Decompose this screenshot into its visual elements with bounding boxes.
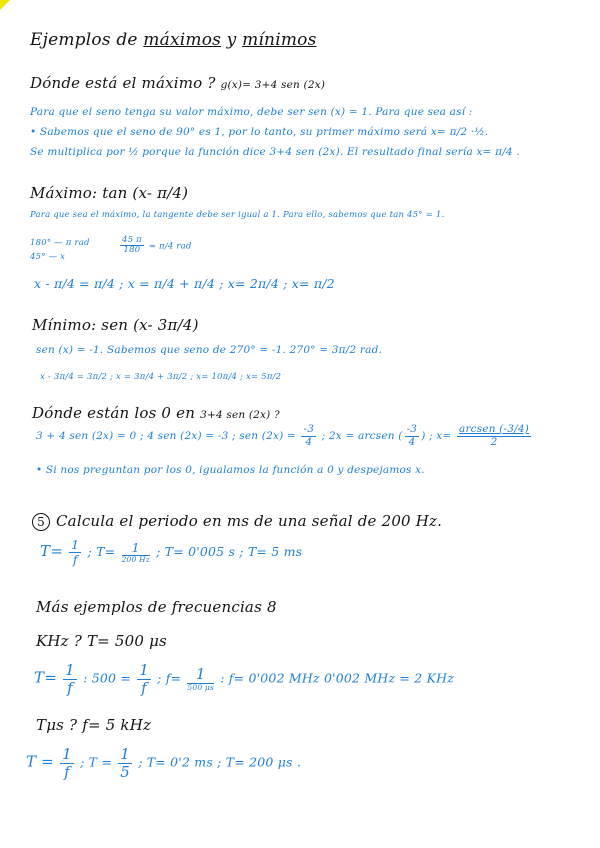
- title-part3: y: [226, 30, 237, 50]
- answer-period: [40, 538, 302, 567]
- question-max-expr: g(x)= 3+4 sen (2x): [220, 79, 326, 91]
- tus-frac1-den: f: [64, 762, 70, 781]
- zeros-frac1-num: -3: [303, 423, 315, 435]
- exercise-number-badge: 5: [32, 513, 50, 531]
- question-period: [32, 512, 442, 531]
- khz-post: : f= 0'002 MHz 0'002 MHz = 2 KHz: [220, 670, 455, 686]
- rule-of-three-top: 180° — π rad: [30, 238, 90, 248]
- more-examples-heading: Más ejemplos de frecuencias 8: [36, 598, 277, 616]
- title-part4: mínimos: [242, 30, 317, 50]
- khz-pre: T=: [34, 668, 57, 687]
- khz-frac3-den: 500 μs: [187, 682, 215, 692]
- zeros-frac1-den: 4: [305, 435, 313, 448]
- frac-num: 45 π: [122, 235, 142, 245]
- page-title: [30, 30, 317, 50]
- answer-min-line1: sen (x) = -1. Sabemos que seno de 270° = -1. 270° = 3π/2 rad.: [36, 344, 383, 356]
- zeros-frac3-num: arcsen (-3/4): [458, 423, 530, 435]
- title-part1: Ejemplos de: [30, 30, 138, 50]
- answer-max-line2: • Sabemos que el seno de 90° es 1, por lo tanto, su primer máximo será x= π/2 ·½.: [30, 126, 489, 138]
- khz-frac2-den: f: [141, 678, 147, 697]
- answer-tus: [26, 746, 301, 780]
- period-pre: T=: [40, 541, 63, 560]
- khz-frac3-num: 1: [187, 666, 214, 684]
- zeros-frac3-den: 2: [490, 435, 498, 448]
- tus-frac2-den: 5: [120, 762, 130, 781]
- rule-of-three-result: [118, 236, 192, 256]
- period-frac1-den: f: [72, 551, 78, 567]
- answer-tan-line3: x - π/4 = π/4 ; x = π/4 + π/4 ; x= 2π/4 ; x= π/2: [34, 276, 335, 291]
- answer-tan-line1: Para que sea el máximo, la tangente debe ser igual a 1. Para ello, sabemos que tan 45° = 1.: [30, 210, 445, 220]
- answer-zeros-line2: • Si nos preguntan por los 0, igualamos la función a 0 y despejamos x.: [36, 464, 425, 476]
- zeros-frac2-den: 4: [408, 435, 416, 448]
- khz-mid1: : 500 =: [83, 670, 131, 686]
- question-zeros-expr: 3+4 sen (2x) ?: [200, 409, 280, 421]
- question-tus: Tμs ? f= 5 kHz: [36, 716, 152, 734]
- frac-result: = π/4 rad: [148, 241, 192, 252]
- title-part2: máximos: [143, 30, 222, 50]
- question-max: [30, 74, 325, 92]
- khz-frac2-num: 1: [139, 661, 149, 679]
- answer-max-line1: Para que el seno tenga su valor máximo, debe ser sen (x) = 1. Para que sea así :: [30, 106, 473, 118]
- tus-post: ; T= 0'2 ms ; T= 200 μs .: [138, 754, 301, 770]
- period-frac1-num: 1: [71, 537, 80, 552]
- period-frac2-num: 1: [122, 541, 150, 556]
- question-zeros: [32, 404, 280, 422]
- frac-den: 180: [123, 245, 141, 256]
- question-tan: Máximo: tan (x- π/4): [30, 184, 189, 202]
- tus-pre: T =: [26, 752, 54, 771]
- highlight-corner: [0, 0, 10, 10]
- answer-max-line3: Se multiplica por ½ porque la función dice 3+4 sen (2x). El resultado final sería x= π/4 .: [30, 146, 520, 158]
- zeros-part-c: ) ; x=: [421, 430, 452, 443]
- zeros-part-b: ; 2x = arcsen (: [321, 430, 403, 443]
- question-khz: KHz ? T= 500 μs: [36, 632, 167, 650]
- question-min: Mínimo: sen (x- 3π/4): [32, 316, 199, 334]
- khz-mid2: ; f=: [157, 670, 182, 686]
- tus-frac1-num: 1: [62, 745, 72, 763]
- question-zeros-text: Dónde están los 0 en: [32, 404, 196, 422]
- answer-zeros-line1: [36, 424, 533, 448]
- answer-min-line2: x - 3π/4 = 3π/2 ; x = 3π/4 + 3π/2 ; x= 10π/4 ; x= 5π/2: [40, 372, 282, 382]
- khz-frac1-den: f: [67, 678, 73, 697]
- zeros-frac2-num: -3: [406, 423, 418, 435]
- question-period-text: Calcula el periodo en ms de una señal de 200 Hz.: [56, 512, 443, 530]
- khz-frac1-num: 1: [65, 661, 75, 679]
- zeros-part-a: 3 + 4 sen (2x) = 0 ; 4 sen (2x) = -3 ; sen (2x) =: [36, 430, 296, 443]
- period-post: ; T= 0'005 s ; T= 5 ms: [156, 543, 303, 559]
- tus-mid: ; T =: [80, 754, 113, 770]
- answer-khz: [34, 662, 454, 696]
- tus-frac2-num: 1: [120, 745, 130, 763]
- period-mid: ; T=: [87, 543, 116, 559]
- question-max-text: Dónde está el máximo ?: [30, 74, 216, 92]
- period-frac2-den: 200 Hz: [121, 554, 150, 564]
- rule-of-three-bottom: 45° — x: [30, 252, 66, 262]
